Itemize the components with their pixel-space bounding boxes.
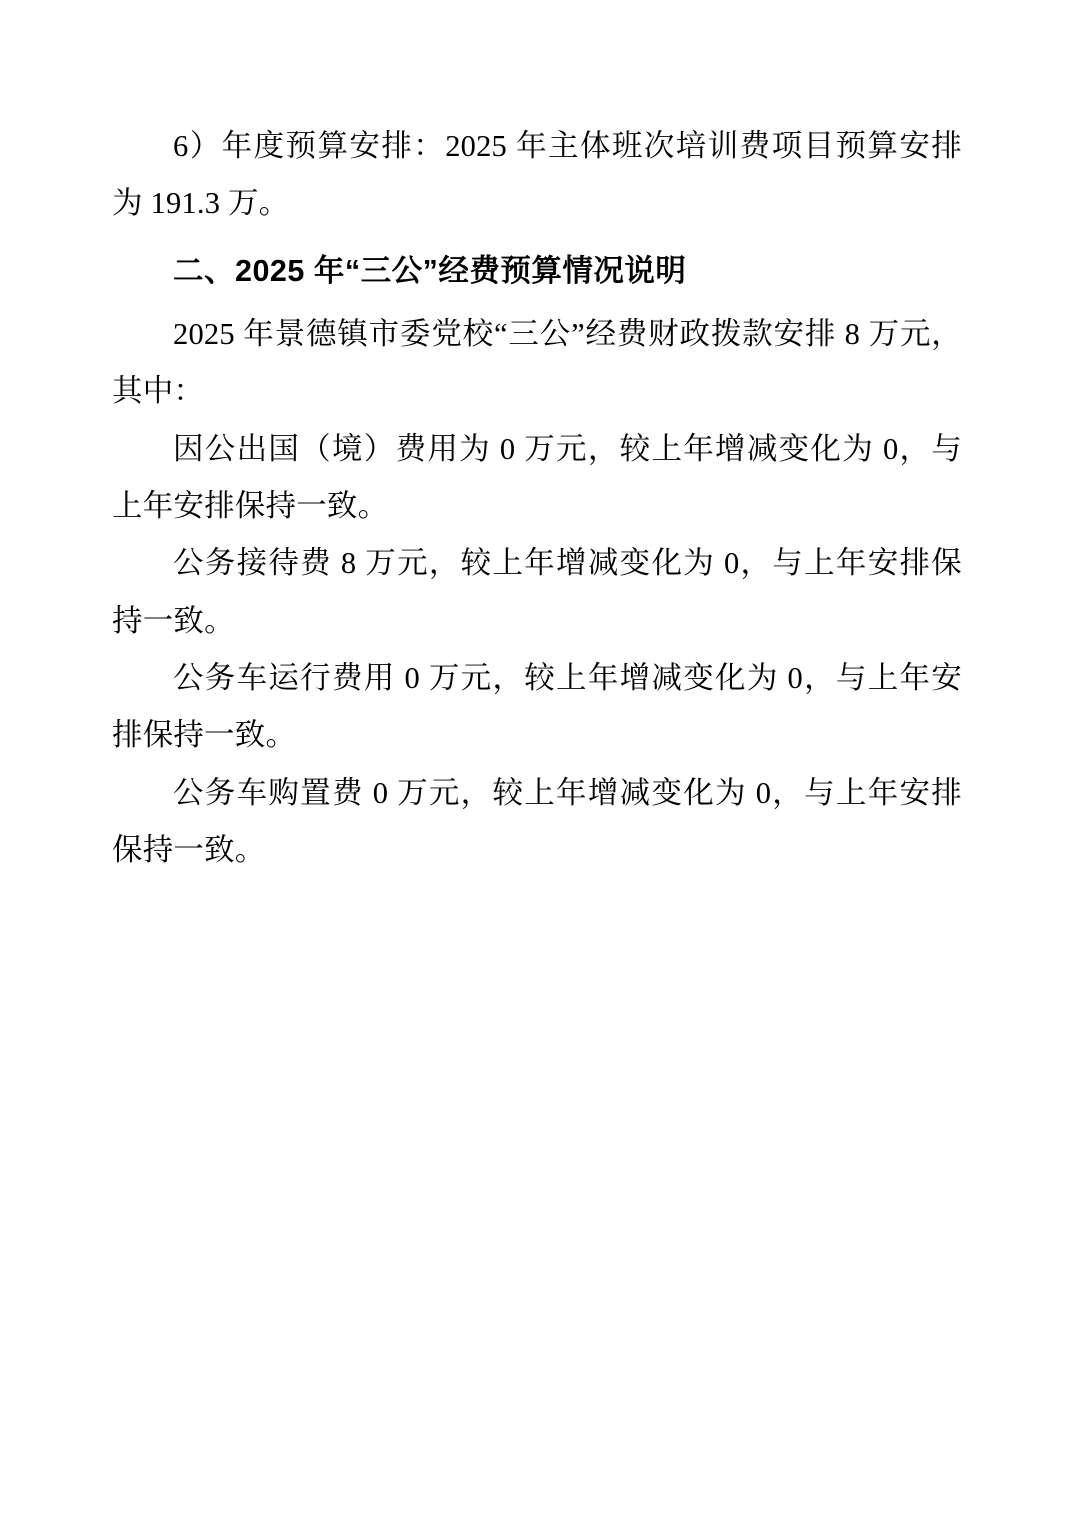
paragraph-official-reception: 公务接待费 8 万元，较上年增减变化为 0，与上年安排保持一致。: [112, 546, 962, 638]
paragraph-vehicle-purchase: 公务车购置费 0 万元，较上年增减变化为 0，与上年安排保持一致。: [112, 775, 962, 867]
paragraph-annual-budget: 6）年度预算安排：2025 年主体班次培训费项目预算安排为 191.3 万。: [112, 129, 962, 221]
heading-section-two: 二、2025 年“三公”经费预算情况说明: [173, 253, 687, 288]
paragraph-vehicle-operation: 公务车运行费用 0 万元，较上年增减变化为 0，与上年安排保持一致。: [112, 660, 962, 753]
paragraph-overseas-travel: 因公出国（境）费用为 0 万元，较上年增减变化为 0，与上年安排保持一致。: [112, 431, 962, 523]
page-bottom-spacer: [112, 879, 962, 919]
document-body: [112, 118, 962, 919]
paragraph-three-public-total: 2025 年景德镇市委党校“三公”经费财政拨款安排 8 万元，其中：: [112, 316, 962, 409]
